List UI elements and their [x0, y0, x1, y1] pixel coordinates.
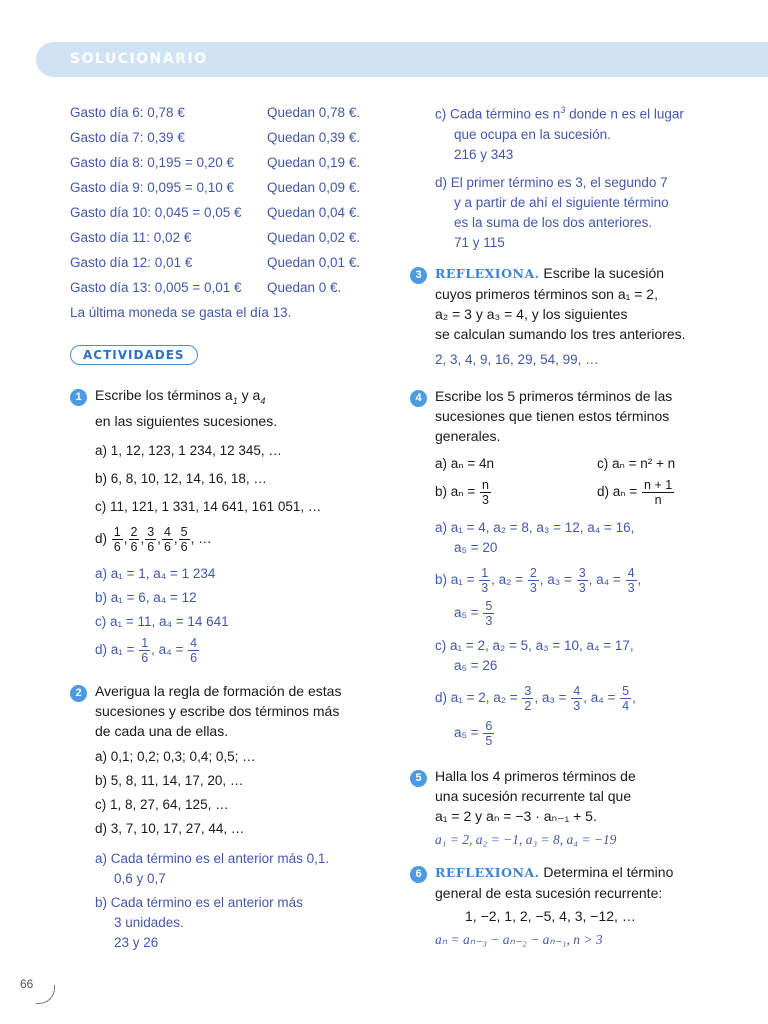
left-column	[70, 100, 388, 953]
question-b: b) 6, 8, 10, 12, 14, 16, 18, …	[95, 470, 267, 486]
exercise-statement: REFLEXIONA. Determina el término general de esta sucesión recurrente: 1, −2, 1, 2, −5, 4, 3, −12, …	[435, 862, 710, 926]
exercise-2	[70, 681, 388, 953]
question-c: c) 11, 121, 1 331, 14 641, 161 051, …	[95, 498, 322, 514]
answer-d: d) El primer término es 3, el segundo 7 y a partir de ahí el siguiente término es la suma de los dos anteriores. 71 y 115	[435, 174, 669, 250]
question-c: c) aₙ = n² + n	[597, 455, 676, 471]
exercise-number: 3	[410, 267, 427, 284]
question-b: b) aₙ = $\frac{n}{3}$	[435, 477, 489, 507]
exercise-statement: Escribe los términos $a_1$ y $a_4$ en las siguientes sucesiones.	[95, 387, 278, 429]
gasto-list	[70, 100, 388, 300]
fraction: $\frac{1}{6}$	[141, 635, 149, 665]
exercise-3	[410, 263, 710, 370]
quedan-text: Quedan 0,01 €.	[267, 255, 361, 270]
answer-a: a) Cada término es el anterior más 0,1. 0,6 y 0,7	[95, 850, 330, 886]
actividades-heading	[70, 345, 388, 365]
exercise-1	[70, 385, 388, 665]
answer-c: c) a₁ = 2, a₂ = 5, a₃ = 10, a₄ = 17, a₅ = 26	[435, 637, 634, 673]
question-d: d) aₙ = $\frac{n + 1}{n}$	[597, 477, 673, 507]
fraction: $\frac{2}{6}$	[130, 524, 138, 554]
question-a: a) aₙ = 4n	[435, 455, 495, 471]
reflexiona-label: REFLEXIONA.	[435, 265, 540, 281]
gasto-text: Gasto día 12: 0,01 €	[70, 255, 193, 270]
quedan-text: Quedan 0,39 €.	[267, 130, 361, 145]
fraction: $\frac{5}{6}$	[180, 524, 188, 554]
exercise-number: 4	[410, 390, 427, 407]
actividades-label: ACTIVIDADES	[70, 345, 198, 365]
answer-c: c) Cada término es $n^3$ donde n es el lugar que ocupa en la sucesión. 216 y 343	[435, 105, 684, 162]
page-section-title: SOLUCIONARIO	[70, 51, 208, 67]
answer: 2, 3, 4, 9, 16, 29, 54, 99, …	[435, 351, 599, 367]
question-d: d) $\frac{1}{6}$ , $\frac{2}{6}$ , $\frac{3}{6}$ , $\frac{4}{6}$ , $\frac{5}{6}$ , …	[95, 524, 212, 554]
answer-d: d) a₁ = 2, a₂ = $\frac{3}{2}$ , a₃ = $\frac{4}{3}$ , a₄ = $\frac{5}{4}$ , a₅ = $\frac{6}{5}$	[435, 683, 636, 748]
exercise-statement: REFLEXIONA. Escribe la sucesión cuyos primeros términos son a₁ = 2, a₂ = 3 y a₃ = 4, y los siguientes se calculan sumando los tres anteriores.	[435, 264, 686, 342]
right-column	[410, 100, 710, 950]
question-row-ac	[435, 452, 710, 476]
question-a: a) 0,1; 0,2; 0,3; 0,4; 0,5; …	[95, 748, 256, 764]
gasto-row	[70, 200, 388, 225]
gasto-text: Gasto día 13: 0,005 = 0,01 €	[70, 280, 242, 295]
answer-a: a) a₁ = 1, a₄ = 1 234	[95, 565, 216, 581]
gasto-row	[70, 125, 388, 150]
fraction: $\frac{4}{6}$	[190, 635, 198, 665]
question-row-bd	[435, 478, 710, 514]
gasto-text: Gasto día 11: 0,02 €	[70, 230, 192, 245]
exercise-number: 2	[70, 685, 87, 702]
gasto-row	[70, 150, 388, 175]
exercise-statement: Averigua la regla de formación de estas sucesiones y escribe dos términos más de cada una de ellas.	[95, 682, 342, 739]
header-banner	[36, 42, 768, 77]
gasto-row	[70, 275, 388, 300]
quedan-text: Quedan 0,02 €.	[267, 230, 361, 245]
reflexiona-label: REFLEXIONA.	[435, 864, 540, 880]
gasto-row	[70, 175, 388, 200]
exercise-number: 5	[410, 770, 427, 787]
answer: a₁ = 2, a₂ = −1, a₃ = 8, a₄ = −19	[435, 831, 617, 847]
exercise-6	[410, 862, 710, 950]
exercise-number: 6	[410, 866, 427, 883]
answer-d: d) a₁ = $\frac{1}{6}$ , a₄ = $\frac{4}{6}$	[95, 635, 198, 665]
exercise-statement: Escribe los 5 primeros términos de las sucesiones que tienen estos términos generales.	[435, 387, 673, 444]
fraction: $\frac{1}{6}$	[113, 524, 121, 554]
gasto-text: Gasto día 8: 0,195 = 0,20 €	[70, 155, 234, 170]
fraction: $\frac{4}{6}$	[163, 524, 171, 554]
exercise-4	[410, 386, 710, 748]
answer-b: b) Cada término es el anterior más 3 unidades. 23 y 26	[95, 894, 303, 950]
gasto-text: Gasto día 6: 0,78 €	[70, 105, 185, 120]
answer: aₙ = aₙ₋₃ − aₙ₋₂ − aₙ₋₁, n > 3	[435, 931, 603, 947]
exercise-2-answers-continued	[410, 100, 710, 253]
question-a: a) 1, 12, 123, 1 234, 12 345, …	[95, 442, 282, 458]
fraction-sequence: $\frac{1}{6}$ , $\frac{2}{6}$ , $\frac{3}{6}$ , $\frac{4}{6}$ , $\frac{5}{6}$	[113, 524, 188, 554]
exercise-statement: Halla los 4 primeros términos de una sucesión recurrente tal que a₁ = 2 y aₙ = −3 · aₙ₋₁ + 5.	[435, 767, 636, 824]
sequence: 1, −2, 1, 2, −5, 4, 3, −12, …	[465, 907, 636, 924]
fraction: $\frac{3}{6}$	[147, 524, 155, 554]
gasto-text: Gasto día 10: 0,045 = 0,05 €	[70, 205, 242, 220]
quedan-text: Quedan 0,78 €.	[267, 105, 361, 120]
gasto-text: Gasto día 7: 0,39 €	[70, 130, 185, 145]
quedan-text: Quedan 0,09 €.	[267, 180, 361, 195]
page-corner-decoration	[36, 985, 55, 1004]
quedan-text: Quedan 0 €.	[267, 280, 342, 295]
quedan-text: Quedan 0,04 €.	[267, 205, 361, 220]
question-b: b) 5, 8, 11, 14, 17, 20, …	[95, 772, 244, 788]
exercise-number: 1	[70, 389, 87, 406]
gasto-row	[70, 250, 388, 275]
gasto-row	[70, 100, 388, 125]
gasto-text: Gasto día 9: 0,095 = 0,10 €	[70, 180, 234, 195]
answer-c: c) a₁ = 11, a₄ = 14 641	[95, 613, 229, 629]
question-d: d) 3, 7, 10, 17, 27, 44, …	[95, 820, 245, 836]
gasto-conclusion: La última moneda se gasta el día 13.	[70, 305, 292, 320]
answer-b: b) a₁ = $\frac{1}{3}$ , a₂ = $\frac{2}{3}$ , a₃ = $\frac{3}{3}$ , a₄ = $\frac{4}{3}$ , a₅ = $\frac{5}{3}$	[435, 565, 642, 628]
quedan-text: Quedan 0,19 €.	[267, 155, 361, 170]
gasto-row	[70, 225, 388, 250]
exercise-5	[410, 766, 710, 850]
page-number: 66	[20, 977, 34, 991]
answer-b: b) a₁ = 6, a₄ = 12	[95, 589, 197, 605]
answer-a: a) a₁ = 4, a₂ = 8, a₃ = 12, a₄ = 16, a₅ = 20	[435, 519, 635, 555]
question-c: c) 1, 8, 27, 64, 125, …	[95, 796, 229, 812]
